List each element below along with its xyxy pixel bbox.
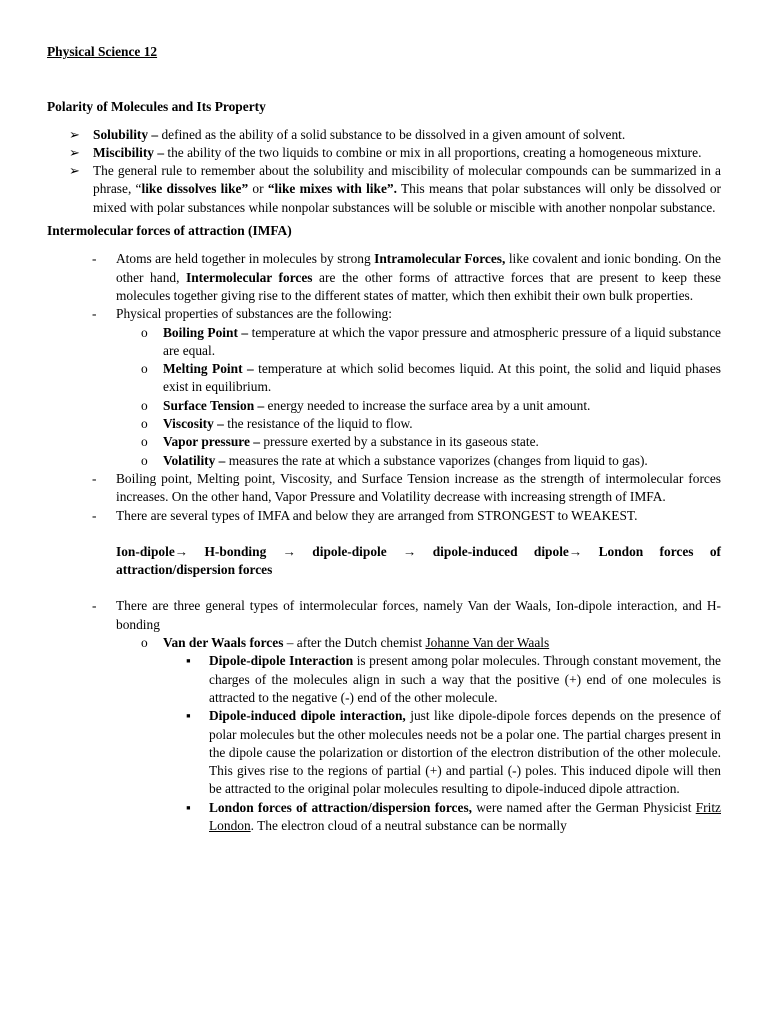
arrow-bullet-icon: ➢ (69, 144, 80, 160)
paragraph-strength-trend: - Boiling point, Melting point, Viscosity, and Surface Tension increase as the strength of intermolecular forces increases. On the other hand, Vapor Pressure and Volatility decrease with increasing strength of IMFA. (92, 470, 721, 505)
dash-bullet: - (92, 598, 97, 614)
property-volatility: o Volatility – measures the rate at which a substance vaporizes (changes from liquid to gas). (47, 452, 721, 470)
arrow-bullet-icon: ➢ (69, 126, 80, 142)
dash-bullet: - (92, 306, 97, 322)
document-title: Physical Science 12 (47, 44, 158, 59)
paragraph-physical-properties: - Physical properties of substances are the following: (47, 305, 721, 323)
section-heading-imfa: Intermolecular forces of attraction (IMFA) (47, 223, 292, 239)
list-item-solubility: ➢ Solubility – defined as the ability of a solid substance to be dissolved in a given amount of solvent. (47, 126, 721, 144)
london-forces-item: ▪ London forces of attraction/dispersion forces, were named after the German Physicist Fritz London. The electron cloud of a neutral substance can be normally (186, 799, 721, 833)
list-item-general-rule: ➢ The general rule to remember about the solubility and miscibility of molecular compounds can be summarized in a phrase, “like dissolves like” or “like mixes with like”. This means that polar substances will only be dissolved or mixed with polar substances while nonpolar substances will be soluble or miscible with another nonpolar substance. (69, 163, 721, 215)
circle-bullet-icon: o (141, 361, 148, 377)
circle-bullet-icon: o (141, 434, 148, 450)
van-der-waals-item: o Van der Waals forces – after the Dutch chemist Johanne Van der Waals (47, 634, 721, 652)
dipole-dipole-item: ▪ Dipole-dipole Interaction is present among polar molecules. Through constant movement, the charges of the molecules align in such a way that the positive (+) end of one molecules is attracted to the negative (-) end of the other molecule. (186, 653, 721, 705)
property-boiling-point: o Boiling Point – temperature at which the vapor pressure and atmospheric pressure of a liquid substance are equal. (141, 324, 721, 358)
dipole-induced-dipole-item: ▪ Dipole-induced dipole interaction, just like dipole-dipole forces depends on the presence of polar molecules but the other molecules needs not be a polar one. The partial charges present in the dipole cause the polarization or distortion of the electron distribution of the other molecule. This gives rise to the regions of partial (+) and partial (-) poles. This induced dipole will then be attracted to the original polar molecules resulting to dipole-induced dipole attraction. (186, 708, 721, 797)
property-vapor-pressure: o Vapor pressure – pressure exerted by a substance in its gaseous state. (47, 433, 721, 451)
property-melting-point: o Melting Point – temperature at which solid becomes liquid. At this point, the solid and liquid phases exist in equilibrium. (141, 361, 721, 395)
paragraph-intramolecular: - Atoms are held together in molecules by strong Intramolecular Forces, like covalent and ionic bonding. On the other hand, Intermolecular forces are the other forms of attractive forces that are present to keep these molecules together giving rise to the different states of matter, which then exhibit their own bulk properties. (92, 251, 721, 303)
circle-bullet-icon: o (141, 635, 148, 651)
property-surface-tension: o Surface Tension – energy needed to increase the surface area by a unit amount. (47, 397, 721, 415)
square-bullet-icon: ▪ (186, 653, 191, 669)
arrow-bullet-icon: ➢ (69, 163, 80, 179)
section-heading-polarity: Polarity of Molecules and Its Property (47, 99, 266, 115)
property-viscosity: o Viscosity – the resistance of the liquid to flow. (47, 415, 721, 433)
circle-bullet-icon: o (141, 397, 148, 413)
square-bullet-icon: ▪ (186, 799, 191, 815)
paragraph-general-types: - There are three general types of intermolecular forces, namely Van der Waals, Ion-dipole interaction, and H-bonding (92, 598, 721, 632)
van-der-waals-link[interactable]: Johanne Van der Waals (425, 635, 550, 651)
dash-bullet: - (92, 251, 97, 267)
fritz-london-link[interactable]: Fritz London (209, 799, 721, 833)
circle-bullet-icon: o (141, 416, 148, 432)
circle-bullet-icon: o (141, 452, 148, 468)
document-page (47, 43, 721, 835)
dash-bullet: - (92, 470, 97, 486)
dash-bullet: - (92, 507, 97, 523)
square-bullet-icon: ▪ (186, 708, 191, 724)
circle-bullet-icon: o (141, 324, 148, 340)
paragraph-imfa-types: - There are several types of IMFA and below they are arranged from STRONGEST to WEAKEST. (47, 507, 721, 525)
imfa-strength-order: Ion-dipole→ H-bonding → dipole-dipole → dipole-induced dipole→ London forces of attraction/dispersion forces (116, 543, 721, 578)
list-item-miscibility: ➢ Miscibility – the ability of the two liquids to combine or mix in all proportions, creating a homogeneous mixture. (47, 144, 721, 162)
